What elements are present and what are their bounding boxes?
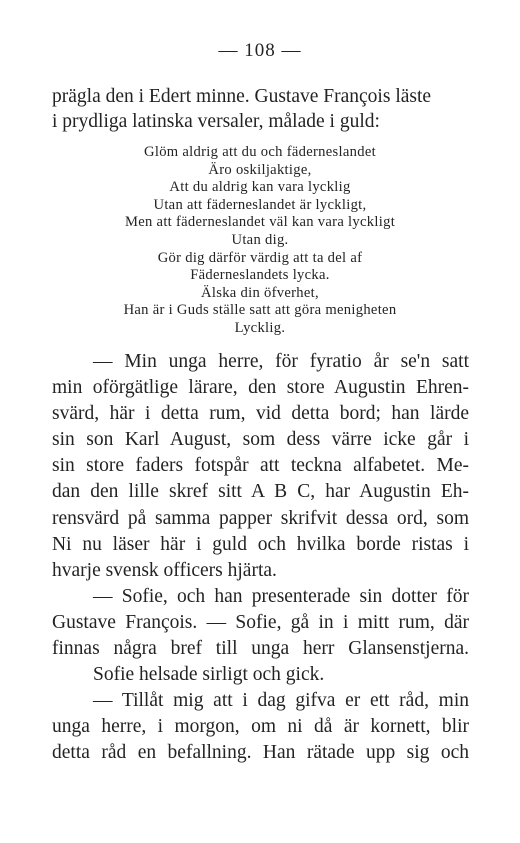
text-line: hvarje svensk officers hjärta. xyxy=(52,559,277,581)
text-line: sin son Karl August, som dess värre icke går i xyxy=(52,429,469,451)
text-line: Ni nu läser här i guld och hvilka borde ristas i xyxy=(52,533,469,555)
page-number: — 108 — xyxy=(218,40,302,61)
verse-line: Äro oskiljaktige, xyxy=(208,161,312,178)
text-line: finnas några bref till unga herr Glansenstjerna. xyxy=(52,638,469,660)
inscription-verse xyxy=(60,144,460,338)
verse-line: Fäderneslandets lycka. xyxy=(190,267,330,284)
text-line: dan den lille skref sitt A B C, har Augustin Eh- xyxy=(52,481,469,503)
text-line: — Sofie, och han presenterade sin dotter för xyxy=(93,585,469,607)
body-text xyxy=(52,349,469,767)
text-line: i prydliga latinska versaler, målade i guld: xyxy=(52,111,380,132)
text-line: svärd, här i detta rum, vid detta bord; han lärde xyxy=(52,403,469,425)
verse-line: Glöm aldrig att du och fäderneslandet xyxy=(144,144,376,160)
text-line: prägla den i Edert minne. Gustave François läste xyxy=(52,86,432,107)
text-line: Sofie helsade sirligt och gick. xyxy=(93,664,325,686)
verse-line: Utan dig. xyxy=(231,231,289,248)
verse-line: Älska din öfverhet, xyxy=(201,284,319,301)
verse-line: Han är i Guds ställe satt att göra menigheten xyxy=(123,302,397,319)
verse-line: Lycklig. xyxy=(234,319,286,336)
intro-paragraph xyxy=(52,84,468,134)
text-line: — Min unga herre, för fyratio år se'n satt xyxy=(93,351,469,372)
text-line: sin store faders fotspår att teckna alfabetet. Me- xyxy=(52,455,469,477)
text-line: unga herre, i morgon, om ni då är kornett, blir xyxy=(52,716,469,738)
text-line: rensvärd på samma papper skrifvit dessa ord, som xyxy=(52,507,469,529)
text-line: Gustave François. — Sofie, gå in i mitt rum, där xyxy=(52,611,469,633)
verse-line: Gör dig därför värdig att ta del af xyxy=(157,249,363,266)
verse-line: Att du aldrig kan vara lycklig xyxy=(169,179,351,196)
text-line: — Tillåt mig att i dag gifva er ett råd, min xyxy=(93,690,469,712)
verse-line: Men att fäderneslandet väl kan vara lyckligt xyxy=(124,214,396,231)
text-line: detta råd en befallning. Han rätade upp sig och xyxy=(52,742,469,764)
verse-line: Utan att fäderneslandet är lyckligt, xyxy=(153,196,367,213)
text-line: min oförgätlige lärare, den store Augustin Ehren- xyxy=(52,377,469,399)
